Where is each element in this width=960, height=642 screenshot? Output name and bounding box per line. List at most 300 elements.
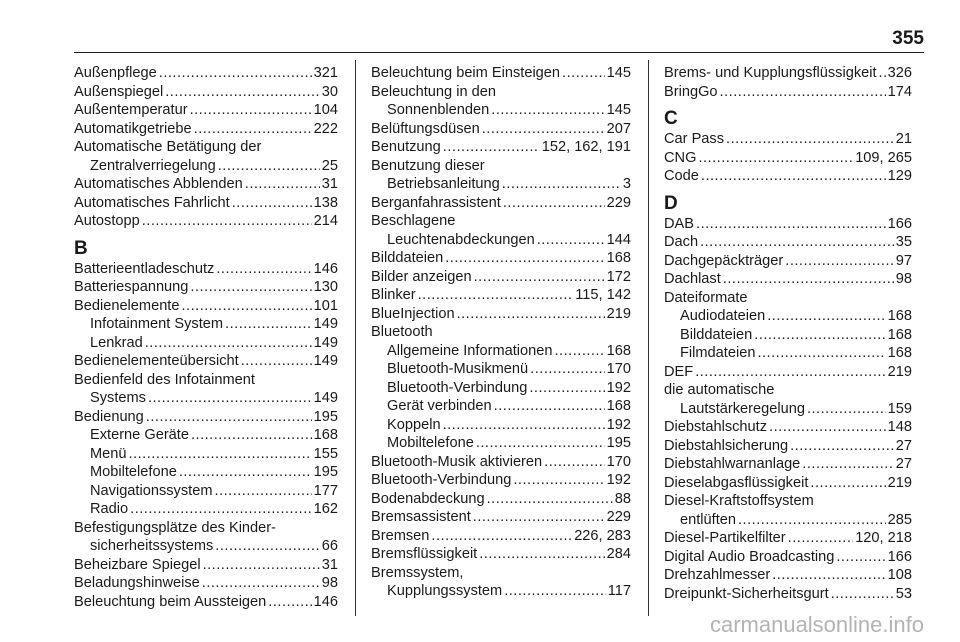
entry-term: Infotainment System	[90, 316, 224, 332]
index-entry	[74, 574, 338, 593]
index-subentry	[371, 379, 631, 398]
dot-leader	[769, 418, 886, 437]
index-entry	[371, 194, 631, 213]
entry-page-ref[interactable]: 101	[313, 297, 338, 314]
index-entry	[74, 408, 338, 427]
section-letter: C	[664, 108, 678, 129]
entry-page-ref[interactable]: 285	[887, 511, 912, 528]
index-subentry	[371, 342, 631, 361]
dot-leader	[476, 434, 605, 453]
index-heading: Beschlagene	[371, 213, 456, 229]
entry-term: Externe Geräte	[90, 427, 189, 443]
entry-page-ref[interactable]: 146	[313, 260, 338, 277]
entry-term: Bremsflüssigkeit	[371, 546, 478, 562]
index-entry	[74, 556, 338, 575]
entry-page-ref[interactable]: 144	[606, 231, 631, 248]
entry-page-ref[interactable]: 138	[313, 194, 338, 211]
entry-page-ref[interactable]: 120, 218	[855, 530, 912, 546]
dot-leader	[142, 212, 312, 231]
entry-page-ref[interactable]: 117	[607, 583, 631, 599]
index-heading: Bremssystem,	[371, 564, 464, 581]
entry-page-ref[interactable]: 222	[313, 120, 338, 137]
dot-leader	[502, 175, 621, 194]
dot-leader	[700, 233, 894, 252]
entry-term: Automatisches Fahrlicht	[74, 194, 230, 211]
dot-leader	[494, 397, 605, 416]
index-entry	[664, 529, 912, 548]
entry-page-ref[interactable]: 149	[313, 390, 338, 406]
entry-page-ref[interactable]: 145	[606, 65, 631, 81]
entry-page-ref[interactable]: 192	[606, 472, 631, 488]
dot-leader	[544, 453, 604, 472]
entry-page-ref[interactable]: 170	[606, 453, 631, 470]
dot-leader	[443, 416, 605, 435]
index-entry	[664, 363, 912, 382]
index-entry	[371, 268, 631, 287]
entry-term: Bluetooth-Verbindung	[371, 472, 512, 488]
entry-page-ref[interactable]: 148	[887, 419, 912, 435]
entry-term: Batterieentladeschutz	[74, 260, 215, 277]
index-subentry	[664, 326, 912, 345]
index-subentry	[371, 360, 631, 379]
index-subentry	[74, 445, 338, 464]
entry-term: Allgemeine Informationen	[387, 342, 553, 359]
index-heading: Befestigungsplätze des Kinder-	[74, 519, 277, 536]
entry-page-ref[interactable]: 168	[313, 427, 338, 443]
entry-term: Koppeln	[387, 416, 441, 433]
dot-leader	[772, 566, 885, 585]
entry-page-ref[interactable]: 174	[887, 83, 912, 100]
index-entry	[371, 305, 631, 324]
entry-page-ref[interactable]: 195	[606, 435, 631, 451]
index-subentry	[74, 334, 338, 353]
dot-leader	[487, 490, 613, 509]
index-column-1	[74, 64, 338, 611]
entry-page-ref[interactable]: 219	[606, 305, 631, 322]
entry-term: BringGo	[664, 83, 718, 100]
index-entry	[74, 212, 338, 231]
dot-leader	[218, 157, 320, 176]
entry-term: Automatisches Abblenden	[74, 176, 243, 192]
entry-page-ref[interactable]: 129	[887, 168, 912, 184]
index-entry	[74, 194, 338, 213]
section-letter: D	[664, 192, 678, 214]
index-subentry	[371, 101, 631, 120]
entry-page-ref[interactable]: 229	[606, 509, 631, 525]
dot-leader	[191, 426, 312, 445]
dot-leader	[754, 326, 885, 345]
entry-page-ref[interactable]: 219	[887, 474, 912, 491]
entry-term: Lenkrad	[90, 334, 143, 351]
index-entry	[74, 278, 338, 297]
index-entry	[74, 64, 338, 83]
entry-term: Bilddateien	[680, 326, 753, 343]
dot-leader	[194, 120, 312, 139]
entry-page-ref[interactable]: 219	[887, 363, 912, 380]
entry-term: Beheizbare Spiegel	[74, 556, 201, 573]
index-entry	[371, 490, 631, 509]
entry-page-ref[interactable]: 27	[895, 456, 912, 472]
index-entry	[74, 83, 338, 102]
entry-term: Kupplungssystem	[387, 583, 503, 599]
dot-leader	[479, 545, 604, 564]
index-subentry	[664, 307, 912, 326]
dot-leader	[165, 83, 320, 102]
entry-page-ref[interactable]: 149	[313, 334, 338, 351]
index-entry	[664, 270, 912, 289]
index-entry	[664, 83, 912, 102]
dot-leader	[701, 167, 886, 186]
entry-page-ref[interactable]: 195	[313, 408, 338, 425]
index-subentry	[371, 434, 631, 453]
index-entry	[664, 566, 912, 585]
entry-page-ref[interactable]: 321	[313, 65, 338, 81]
entry-term: Car Pass	[664, 131, 725, 147]
page-number: 355	[892, 28, 924, 49]
index-entry	[664, 418, 912, 437]
dot-leader	[232, 194, 312, 213]
index-entry	[74, 593, 338, 612]
index-entry	[371, 508, 631, 527]
entry-page-ref[interactable]: 66	[321, 538, 338, 554]
index-entry	[664, 149, 912, 168]
entry-page-ref[interactable]: 53	[895, 585, 912, 602]
entry-term: DEF	[664, 363, 694, 380]
index-entry	[371, 120, 631, 139]
entry-term: Leuchtenabdeckungen	[387, 231, 535, 248]
entry-term: Code	[664, 168, 699, 184]
index-entry	[74, 260, 338, 279]
entry-page-ref[interactable]: 207	[606, 120, 631, 137]
entry-term: Beleuchtung beim Einsteigen	[371, 65, 561, 81]
entry-page-ref[interactable]: 98	[321, 575, 338, 591]
entry-page-ref[interactable]: 177	[313, 482, 338, 499]
dot-leader	[698, 149, 853, 168]
dot-leader	[457, 305, 605, 324]
entry-page-ref[interactable]: 166	[887, 548, 912, 565]
entry-page-ref[interactable]: 104	[313, 102, 338, 118]
entry-term: Navigationssystem	[90, 482, 213, 499]
entry-term: Radio	[90, 501, 129, 517]
entry-page-ref[interactable]: 97	[895, 252, 912, 269]
entry-page-ref[interactable]: 229	[606, 194, 631, 211]
index-heading: die automatische	[664, 382, 775, 398]
dot-leader	[241, 352, 312, 371]
entry-term: Mobiltelefone	[387, 435, 474, 451]
index-entry	[371, 453, 631, 472]
index-entry	[74, 297, 338, 316]
entry-page-ref[interactable]: 146	[313, 593, 338, 610]
dot-leader	[214, 482, 311, 501]
index-subentry	[74, 157, 338, 176]
entry-page-ref[interactable]: 172	[606, 268, 631, 285]
entry-term: Dreipunkt-Sicherheitsgurt	[664, 585, 829, 602]
entry-term: Brems- und Kupplungsflüssigkeit	[664, 65, 877, 81]
dot-leader	[203, 556, 320, 575]
entry-page-ref[interactable]: 115, 142	[575, 287, 631, 303]
dot-leader	[807, 400, 886, 419]
dot-leader	[788, 529, 854, 548]
index-entry	[74, 101, 338, 120]
dot-leader	[767, 307, 885, 326]
entry-page-ref[interactable]: 130	[313, 279, 338, 295]
entry-page-ref[interactable]: 168	[887, 308, 912, 324]
dot-leader	[418, 286, 574, 305]
entry-page-ref[interactable]: 168	[887, 345, 912, 361]
entry-page-ref[interactable]: 21	[895, 131, 912, 147]
index-subentry	[74, 389, 338, 408]
watermark: carmanualsonline.info	[709, 612, 924, 637]
index-subentry	[74, 315, 338, 334]
entry-page-ref[interactable]: 35	[895, 234, 912, 250]
index-subentry	[664, 400, 912, 419]
dot-leader	[215, 537, 319, 556]
entry-page-ref[interactable]: 284	[606, 546, 631, 562]
entry-term: Dachgepäckträger	[664, 252, 784, 269]
entry-term: Autostopp	[74, 213, 140, 229]
dot-leader	[482, 120, 605, 139]
entry-term: entlüften	[680, 511, 736, 528]
index-heading: Benutzung dieser	[371, 157, 485, 174]
entry-page-ref[interactable]: 168	[887, 326, 912, 343]
index-subentry	[74, 482, 338, 501]
dot-leader	[513, 471, 604, 490]
entry-term: Beladungshinweise	[74, 575, 200, 591]
dot-leader	[503, 194, 605, 213]
entry-page-ref[interactable]: 170	[606, 361, 631, 377]
index-subentry	[74, 537, 338, 556]
index-entry	[664, 130, 912, 149]
entry-page-ref[interactable]: 31	[321, 556, 338, 573]
entry-term: Diesel-Partikelfilter	[664, 530, 786, 546]
index-entry	[664, 548, 912, 567]
entry-page-ref[interactable]: 168	[606, 398, 631, 414]
entry-term: DAB	[664, 215, 695, 232]
dot-leader	[216, 260, 311, 279]
index-entry	[664, 455, 912, 474]
index-subentry	[371, 582, 631, 601]
entry-page-ref[interactable]: 3	[622, 176, 631, 192]
entry-term: Filmdateien	[680, 345, 756, 361]
dot-leader	[202, 574, 320, 593]
entry-term: Bedienelementeübersicht	[74, 353, 239, 369]
dot-leader	[562, 64, 605, 83]
entry-page-ref[interactable]: 326	[887, 65, 912, 81]
index-subentry	[371, 416, 631, 435]
entry-page-ref[interactable]: 168	[606, 250, 631, 266]
entry-term: BlueInjection	[371, 305, 455, 322]
entry-page-ref[interactable]: 166	[887, 215, 912, 232]
index-subentry	[371, 397, 631, 416]
dot-leader	[473, 508, 605, 527]
entry-term: Bilder anzeigen	[371, 268, 472, 285]
dot-leader	[225, 315, 312, 334]
index-heading: Automatische Betätigung der	[74, 139, 262, 155]
column-divider	[355, 60, 356, 616]
dot-leader	[431, 527, 572, 546]
dot-leader	[537, 231, 605, 250]
dot-leader	[879, 64, 886, 83]
entry-term: sicherheitssystems	[90, 538, 214, 554]
entry-term: Lautstärkeregelung	[680, 400, 805, 417]
entry-term: Menü	[90, 445, 127, 462]
index-entry	[371, 138, 631, 157]
index-heading: Beleuchtung in den	[371, 83, 496, 100]
index-heading: Bedienfeld des Infotainment	[74, 371, 255, 388]
entry-term: Benutzung	[371, 139, 441, 155]
entry-term: Bedienelemente	[74, 297, 180, 314]
dot-leader	[443, 138, 540, 157]
index-entry	[664, 474, 912, 493]
entry-term: Blinker	[371, 287, 416, 303]
entry-page-ref[interactable]: 159	[887, 400, 912, 417]
entry-page-ref[interactable]: 149	[313, 316, 338, 332]
dot-leader	[810, 474, 885, 493]
index-entry	[664, 437, 912, 456]
index-subentry	[74, 463, 338, 482]
entry-term: Beleuchtung beim Aussteigen	[74, 593, 267, 610]
entry-page-ref[interactable]: 27	[895, 437, 912, 454]
entry-term: Bluetooth-Musikmenü	[387, 361, 529, 377]
dot-leader	[474, 268, 605, 287]
dot-leader	[757, 344, 885, 363]
dot-leader	[245, 175, 320, 194]
entry-term: CNG	[664, 149, 697, 166]
entry-term: Berganfahrassistent	[371, 194, 501, 211]
entry-term: Diebstahlsicherung	[664, 437, 789, 454]
index-heading: Dateiformate	[664, 289, 748, 306]
entry-page-ref[interactable]: 162	[313, 501, 338, 517]
entry-term: Drehzahlmesser	[664, 567, 771, 583]
index-heading: Bluetooth	[371, 324, 433, 340]
dot-leader	[159, 64, 312, 83]
entry-page-ref[interactable]: 145	[606, 102, 631, 118]
dot-leader	[720, 83, 886, 102]
index-entry	[664, 215, 912, 234]
dot-leader	[831, 585, 894, 604]
entry-page-ref[interactable]: 192	[606, 416, 631, 433]
dot-leader	[738, 511, 886, 530]
dot-leader	[190, 278, 311, 297]
dot-leader	[802, 455, 893, 474]
dot-leader	[130, 500, 312, 519]
entry-term: Bremsen	[371, 527, 430, 544]
dot-leader	[504, 582, 606, 601]
entry-term: Automatikgetriebe	[74, 120, 192, 137]
dot-leader	[529, 379, 604, 398]
index-entry	[664, 585, 912, 604]
section-letter: B	[74, 237, 88, 259]
index-entry	[371, 471, 631, 490]
dot-leader	[179, 463, 312, 482]
entry-page-ref[interactable]: 226, 283	[574, 527, 631, 544]
dot-leader	[785, 252, 894, 271]
index-subentry	[371, 175, 631, 194]
entry-term: Dach	[664, 234, 699, 250]
entry-term: Dieselabgasflüssigkeit	[664, 474, 809, 491]
entry-page-ref[interactable]: 108	[887, 567, 912, 583]
index-subentry	[371, 231, 631, 250]
entry-term: Diebstahlschutz	[664, 419, 768, 435]
index-subentry	[74, 500, 338, 519]
entry-page-ref[interactable]: 152, 162, 191	[541, 139, 631, 155]
entry-term: Digital Audio Broadcasting	[664, 548, 835, 565]
dot-leader	[555, 342, 605, 361]
entry-term: Belüftungsdüsen	[371, 120, 480, 137]
entry-term: Sonnenblenden	[387, 102, 490, 118]
entry-page-ref[interactable]: 192	[606, 379, 631, 396]
column-divider	[648, 60, 649, 616]
dot-leader	[695, 363, 885, 382]
index-subentry	[74, 426, 338, 445]
entry-page-ref[interactable]: 214	[313, 213, 338, 229]
dot-leader	[190, 101, 312, 120]
entry-term: Systems	[90, 390, 146, 406]
entry-term: Zentralverriegelung	[90, 157, 216, 174]
index-entry	[664, 252, 912, 271]
index-column-3	[664, 64, 912, 603]
dot-leader	[148, 389, 312, 408]
dot-leader	[726, 130, 894, 149]
dot-leader	[268, 593, 311, 612]
entry-term: Dachlast	[664, 271, 721, 287]
entry-term: Außentemperatur	[74, 102, 188, 118]
header-rule	[74, 52, 924, 53]
index-heading: Diesel-Kraftstoffsystem	[664, 493, 814, 509]
entry-term: Batteriespannung	[74, 279, 189, 295]
entry-term: Außenpflege	[74, 65, 157, 81]
dot-leader	[790, 437, 894, 456]
entry-page-ref[interactable]: 195	[313, 464, 338, 480]
index-entry	[74, 175, 338, 194]
dot-leader	[696, 215, 886, 234]
dot-leader	[530, 360, 604, 379]
dot-leader	[181, 297, 311, 316]
entry-page-ref[interactable]: 149	[313, 353, 338, 369]
index-entry	[74, 352, 338, 371]
index-entry	[664, 64, 912, 83]
entry-page-ref[interactable]: 98	[895, 271, 912, 287]
entry-term: Audiodateien	[680, 308, 766, 324]
entry-term: Bilddateien	[371, 250, 444, 266]
index-column-2	[371, 64, 631, 601]
index-entry	[371, 545, 631, 564]
dot-leader	[445, 249, 604, 268]
index-entry	[371, 286, 631, 305]
entry-page-ref[interactable]: 25	[321, 157, 338, 174]
index-entry	[664, 233, 912, 252]
entry-term: Mobiltelefone	[90, 464, 177, 480]
entry-term: Außenspiegel	[74, 83, 164, 100]
index-entry	[371, 249, 631, 268]
entry-page-ref[interactable]: 168	[606, 342, 631, 359]
index-entry	[371, 64, 631, 83]
entry-term: Diebstahlwarnanlage	[664, 456, 801, 472]
entry-page-ref[interactable]: 88	[614, 490, 631, 507]
entry-page-ref[interactable]: 30	[321, 83, 338, 100]
entry-page-ref[interactable]: 109, 265	[855, 149, 912, 166]
dot-leader	[491, 101, 604, 120]
entry-page-ref[interactable]: 155	[313, 445, 338, 462]
index-entry	[664, 167, 912, 186]
dot-leader	[723, 270, 894, 289]
entry-page-ref[interactable]: 31	[321, 176, 338, 192]
entry-term: Bremsassistent	[371, 509, 471, 525]
index-subentry	[664, 344, 912, 363]
entry-term: Bluetooth-Verbindung	[387, 379, 528, 396]
entry-term: Bedienung	[74, 408, 144, 425]
entry-term: Gerät verbinden	[387, 398, 492, 414]
